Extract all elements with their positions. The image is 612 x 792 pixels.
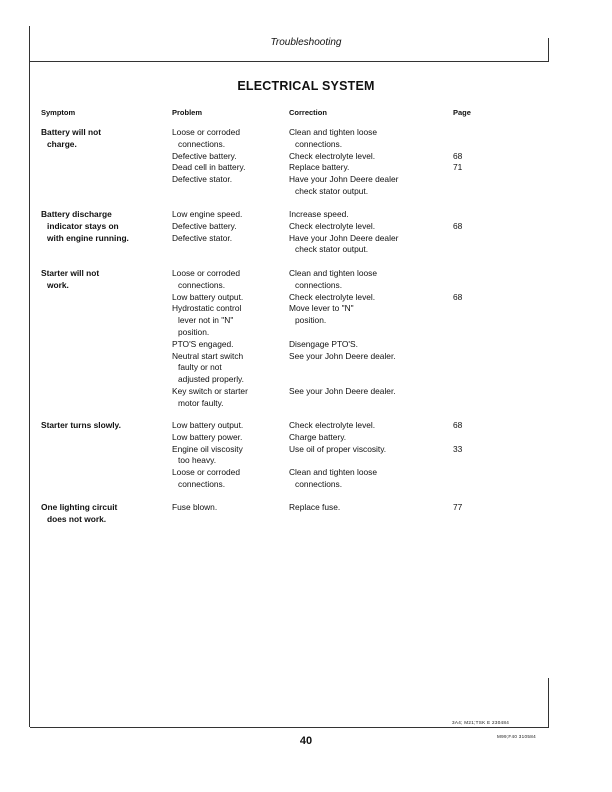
page-cell bbox=[453, 127, 483, 198]
symptom-cell bbox=[41, 209, 161, 244]
correction-line: See your John Deere dealer. bbox=[289, 350, 396, 361]
page-cell bbox=[453, 420, 483, 491]
correction-line: Move lever to "N" bbox=[289, 303, 354, 314]
problem-line: Loose or corroded bbox=[172, 127, 240, 137]
problem-line: Key switch or starter bbox=[172, 385, 248, 396]
page-blank-line bbox=[453, 479, 483, 491]
correction-cell bbox=[289, 268, 449, 410]
page-blank-line bbox=[453, 233, 483, 245]
problem-line: PTO'S engaged. bbox=[172, 338, 234, 349]
problem-line: Defective stator. bbox=[172, 232, 233, 243]
correction-line: position. bbox=[295, 315, 327, 326]
page-blank-line bbox=[453, 139, 483, 151]
page-blank-line bbox=[453, 339, 483, 351]
problem-line: Defective battery. bbox=[172, 150, 237, 161]
footer-code-bottom: M99;F40 310584 bbox=[497, 734, 536, 739]
symptom-line: Starter turns slowly. bbox=[41, 420, 121, 430]
page-blank-line bbox=[453, 398, 483, 410]
problem-line: Engine oil viscosity bbox=[172, 443, 243, 454]
page-blank-line bbox=[453, 244, 483, 256]
symptom-line: Starter will not bbox=[41, 268, 100, 278]
correction-line: check stator output. bbox=[295, 244, 369, 255]
correction-blank-line bbox=[289, 398, 449, 410]
page-line: 68 bbox=[453, 220, 463, 231]
correction-line: Clean and tighten loose bbox=[289, 127, 378, 137]
problem-line: Defective stator. bbox=[172, 174, 233, 185]
column-header-page: Page bbox=[453, 108, 471, 117]
page-line: 68 bbox=[453, 420, 463, 430]
problem-line: Low battery power. bbox=[172, 431, 243, 442]
page-line: 33 bbox=[453, 443, 463, 454]
header-bottom-rule bbox=[29, 61, 549, 62]
page-cell bbox=[453, 209, 483, 256]
correction-line: Check electrolyte level. bbox=[289, 420, 376, 430]
symptom-cell bbox=[41, 268, 161, 292]
correction-line: Replace fuse. bbox=[289, 502, 341, 512]
body-left-rule bbox=[29, 62, 30, 727]
page-blank-line bbox=[453, 467, 483, 479]
page-number: 40 bbox=[299, 735, 313, 747]
page-blank-line bbox=[453, 186, 483, 198]
correction-line: Check electrolyte level. bbox=[289, 150, 376, 161]
correction-line: Increase speed. bbox=[289, 209, 349, 219]
correction-cell bbox=[289, 502, 449, 514]
correction-blank-line bbox=[289, 327, 449, 339]
page-blank-line bbox=[453, 127, 483, 139]
correction-line: Clean and tighten loose bbox=[289, 268, 378, 278]
problem-line: adjusted properly. bbox=[178, 374, 244, 385]
problem-line: connections. bbox=[178, 478, 226, 489]
correction-line: Replace battery. bbox=[289, 162, 350, 173]
problem-cell bbox=[172, 127, 282, 186]
problem-line: Low engine speed. bbox=[172, 209, 243, 219]
problem-line: Defective battery. bbox=[172, 220, 237, 231]
problem-line: position. bbox=[178, 326, 210, 337]
correction-line: Disengage PTO'S. bbox=[289, 338, 358, 349]
correction-line: connections. bbox=[295, 478, 343, 489]
section-title: ELECTRICAL SYSTEM bbox=[237, 79, 375, 93]
problem-line: Neutral start switch bbox=[172, 350, 244, 361]
page-blank-line bbox=[453, 386, 483, 398]
problem-line: Low battery output. bbox=[172, 291, 244, 302]
page-blank-line bbox=[453, 315, 483, 327]
correction-blank-line bbox=[289, 374, 449, 386]
problem-line: Loose or corroded bbox=[172, 467, 240, 478]
page-cell bbox=[453, 502, 483, 514]
problem-line: lever not in "N" bbox=[178, 315, 234, 326]
symptom-cell bbox=[41, 127, 161, 151]
symptom-line: Battery discharge bbox=[41, 209, 112, 219]
body-right-rule bbox=[548, 678, 549, 727]
column-header-symptom: Symptom bbox=[41, 108, 76, 117]
symptom-line: work. bbox=[47, 279, 69, 290]
correction-line: Have your John Deere dealer bbox=[289, 232, 399, 243]
problem-line: connections. bbox=[178, 279, 226, 290]
correction-line: See your John Deere dealer. bbox=[289, 385, 396, 396]
page-blank-line bbox=[453, 362, 483, 374]
column-header-problem: Problem bbox=[172, 108, 203, 117]
symptom-line: charge. bbox=[47, 138, 77, 149]
correction-line: connections. bbox=[295, 138, 343, 149]
correction-blank-line bbox=[289, 455, 449, 467]
correction-line: Check electrolyte level. bbox=[289, 220, 376, 231]
page-blank-line bbox=[453, 174, 483, 186]
correction-line: Check electrolyte level. bbox=[289, 291, 376, 302]
problem-line: Hydrostatic control bbox=[172, 303, 242, 314]
problem-line: Loose or corroded bbox=[172, 268, 240, 278]
page-line: 71 bbox=[453, 162, 463, 173]
problem-line: Fuse blown. bbox=[172, 502, 218, 512]
page-blank-line bbox=[453, 455, 483, 467]
page-blank-line bbox=[453, 374, 483, 386]
page-cell bbox=[453, 268, 483, 410]
page-blank-line bbox=[453, 327, 483, 339]
page-blank-line bbox=[453, 209, 483, 221]
problem-line: Low battery output. bbox=[172, 420, 244, 430]
problem-line: connections. bbox=[178, 138, 226, 149]
correction-line: Use oil of proper viscosity. bbox=[289, 443, 387, 454]
page-blank-line bbox=[453, 432, 483, 444]
page-blank-line bbox=[453, 268, 483, 280]
symptom-line: indicator stays on bbox=[47, 220, 119, 231]
symptom-line: with engine running. bbox=[47, 232, 129, 243]
footer-code-top: 3A4; M21;TSK E 230484 bbox=[452, 720, 510, 725]
correction-line: connections. bbox=[295, 279, 343, 290]
problem-cell bbox=[172, 268, 282, 410]
page-line: 68 bbox=[453, 150, 463, 161]
page-line: 68 bbox=[453, 291, 463, 302]
problem-line: too heavy. bbox=[178, 455, 217, 466]
correction-line: check stator output. bbox=[295, 185, 369, 196]
page-blank-line bbox=[453, 351, 483, 363]
symptom-line: does not work. bbox=[47, 513, 107, 524]
page-blank-line bbox=[453, 280, 483, 292]
footer-rule bbox=[30, 727, 549, 728]
symptom-line: Battery will not bbox=[41, 127, 102, 137]
correction-blank-line bbox=[289, 362, 449, 374]
correction-line: Have your John Deere dealer bbox=[289, 174, 399, 185]
correction-cell bbox=[289, 127, 449, 198]
column-header-correction: Correction bbox=[289, 108, 327, 117]
running-header-title: Troubleshooting bbox=[270, 37, 342, 48]
problem-cell bbox=[172, 209, 282, 244]
problem-line: motor faulty. bbox=[178, 397, 224, 408]
symptom-line: One lighting circuit bbox=[41, 502, 118, 512]
page-line: 77 bbox=[453, 502, 463, 512]
problem-line: faulty or not bbox=[178, 362, 222, 373]
symptom-cell bbox=[41, 420, 161, 432]
correction-line: Charge battery. bbox=[289, 431, 347, 442]
correction-cell bbox=[289, 420, 449, 491]
problem-cell bbox=[172, 502, 282, 514]
symptom-cell bbox=[41, 502, 161, 526]
correction-cell bbox=[289, 209, 449, 256]
page-blank-line bbox=[453, 303, 483, 315]
problem-cell bbox=[172, 420, 282, 491]
correction-line: Clean and tighten loose bbox=[289, 467, 378, 478]
problem-line: Dead cell in battery. bbox=[172, 162, 246, 173]
